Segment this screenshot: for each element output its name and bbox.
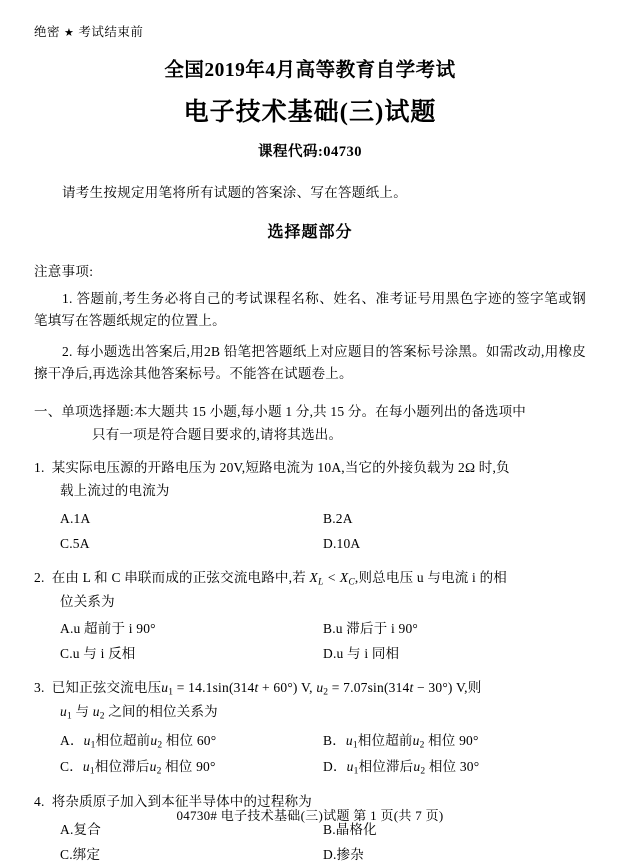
attention-item-1: 1. 答题前,考生务必将自己的考试课程名称、姓名、准考证号用黑色字迹的签字笔或钢笔填写在答题纸规定的位置上。 xyxy=(34,291,586,329)
question-1-number: 1. xyxy=(34,459,45,475)
option-a[interactable]: A.1A xyxy=(60,510,91,526)
question-2-options xyxy=(34,617,586,667)
question-3-math-2: u xyxy=(316,680,324,696)
question-1-options xyxy=(34,507,586,557)
question-2-text-post: ,则总电压 u 与电流 i 的相 xyxy=(354,569,507,585)
option-d[interactable]: D.u 与 i 同相 xyxy=(323,646,400,662)
option-c[interactable]: C．$u_1$相位滞后$u_2$ 相位 90° xyxy=(60,759,216,777)
option-b[interactable]: B.u 滞后于 i 90° xyxy=(323,621,419,637)
exam-notice: 请考生按规定用笔将所有试题的答案涂、写在答题纸上。 xyxy=(62,185,407,200)
option-row xyxy=(60,755,586,781)
big-question-line-2: 只有一项是符合题目要求的,请将其选出。 xyxy=(92,427,343,442)
question-3-stem-cont: $u_1$ 与 $u_2$ 之间的相位关系为 xyxy=(60,704,218,722)
option-b[interactable]: B.2A xyxy=(323,510,353,526)
question-4-options xyxy=(34,818,586,868)
option-row xyxy=(60,507,586,532)
big-question-line-1: 一、单项选择题:本大题共 15 小题,每小题 1 分,共 15 分。在每小题列出的备选项中 xyxy=(34,404,526,420)
option-b[interactable]: B.晶格化 xyxy=(323,822,377,838)
question-3-stem: 3. 已知正弦交流电压$u_1 = 14.1\sin(314t + 60^\circ)$ V, $u_2 = 7.07\sin(314t - 30^\circ)$ V,则 xyxy=(34,680,482,699)
option-a[interactable]: A．$u_1$相位超前$u_2$ 相位 60° xyxy=(60,733,217,751)
attention-heading: 注意事项: xyxy=(34,264,94,279)
question-2-math: $X_L < X_C$ xyxy=(309,569,355,588)
option-c[interactable]: C.u 与 i 反相 xyxy=(60,646,136,662)
big-question-heading xyxy=(34,401,586,447)
question-3-text-post: ,则 xyxy=(464,680,482,696)
option-d[interactable]: D．$u_1$相位滞后$u_2$ 相位 30° xyxy=(323,759,480,777)
question-3-number: 3. xyxy=(34,680,45,696)
option-row xyxy=(60,617,586,642)
question-1-stem xyxy=(34,457,586,480)
question-4 xyxy=(34,791,586,868)
question-1-text: 某实际电压源的开路电压为 20V,短路电流为 10A,当它的外接负载为 2Ω 时,负 xyxy=(51,459,510,475)
section-title: 选择题部分 xyxy=(267,224,353,241)
page-title: 全国2019年4月高等教育自学考试 xyxy=(164,60,456,81)
question-3-text-mid: , xyxy=(309,680,313,696)
question-2-stem xyxy=(34,567,586,591)
option-c[interactable]: C.5A xyxy=(60,535,90,551)
option-c[interactable]: C.绑定 xyxy=(60,847,101,863)
page-subtitle: 电子技术基础(三)试题 xyxy=(183,99,437,126)
question-3-text-pre: 已知正弦交流电压 xyxy=(51,680,162,696)
question-3-math-1: u xyxy=(161,680,169,696)
question-1-stem-cont: 载上流过的电流为 xyxy=(60,482,170,498)
secret-suffix: 考试结束前 xyxy=(78,25,144,39)
question-2 xyxy=(34,567,586,668)
option-a[interactable]: A.复合 xyxy=(60,822,101,838)
star-icon: ★ xyxy=(64,27,75,39)
option-row xyxy=(60,532,586,557)
attention-item-2: 2. 每小题选出答案后,用2B 铅笔把答题纸上对应题目的答案标号涂黑。如需改动,用橡皮擦干净后,再选涂其他答案标号。不能答在试题卷上。 xyxy=(34,343,586,381)
page-footer: 04730# 电子技术基础(三)试题 第 1 页(共 7 页) xyxy=(176,808,444,823)
question-3-options xyxy=(34,729,586,781)
option-d[interactable]: D.掺杂 xyxy=(323,847,364,863)
option-row xyxy=(60,642,586,667)
course-code: 课程代码:04730 xyxy=(257,144,363,160)
option-d[interactable]: D.10A xyxy=(323,535,361,551)
secret-header xyxy=(34,22,586,40)
secret-label: 绝密 xyxy=(34,25,61,39)
question-2-stem-cont: 位关系为 xyxy=(60,593,115,609)
option-b[interactable]: B．$u_1$相位超前$u_2$ 相位 90° xyxy=(323,733,479,751)
option-row xyxy=(60,729,586,755)
option-row xyxy=(60,843,586,868)
question-1 xyxy=(34,457,586,557)
question-3 xyxy=(34,677,586,781)
question-4-number: 4. xyxy=(34,794,45,810)
option-a[interactable]: A.u 超前于 i 90° xyxy=(60,621,156,637)
question-4-text: 将杂质原子加入到本征半导体中的过程称为 xyxy=(51,794,312,810)
question-2-number: 2. xyxy=(34,569,45,585)
question-2-text-pre: 在由 L 和 C 串联而成的正弦交流电路中,若 xyxy=(51,569,306,585)
